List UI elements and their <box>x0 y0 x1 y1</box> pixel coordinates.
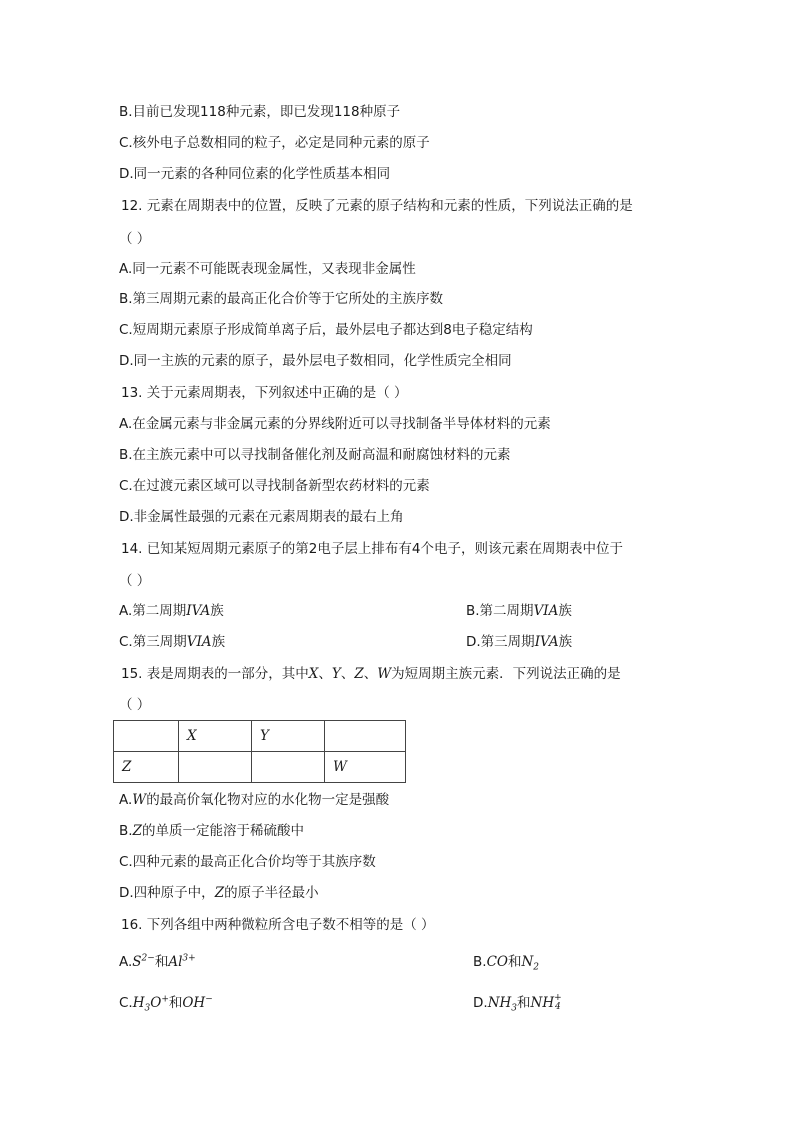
q16-option-c <box>119 994 213 1012</box>
q14-option-b <box>466 602 572 620</box>
q16-d-s1: NH <box>487 995 512 1011</box>
q15-a-post: 的最高价氧化物对应的水化物一定是强酸 <box>146 792 390 808</box>
q14-d-sym: IVA <box>534 634 559 650</box>
q16-c-s1b: O <box>150 995 162 1011</box>
q13-stem: 13. 关于元素周期表，下列叙述中正确的是（ ） <box>121 385 408 401</box>
q16-d-sup2: + <box>554 993 562 1003</box>
table-cell: X <box>179 721 252 752</box>
q16-b-s1: CO <box>486 954 508 970</box>
q14-option-a <box>119 602 224 620</box>
q15-option-d <box>119 884 319 902</box>
q16-c-mid: 和 <box>168 995 183 1011</box>
table-cell: Y <box>252 721 325 752</box>
table-cell <box>325 721 406 752</box>
q15-d-sym: Z <box>214 885 225 901</box>
q16-a-sup1: 2− <box>141 953 155 964</box>
q15-sep3: 、 <box>363 666 378 682</box>
q14-option-d <box>466 633 572 651</box>
q15-paren: （ ） <box>119 697 151 713</box>
q15-x: X <box>308 666 319 682</box>
q15-d-post: 的原子半径最小 <box>224 885 319 901</box>
q14-paren: （ ） <box>119 573 151 589</box>
q16-b-s2: N <box>521 954 534 970</box>
table-row <box>114 721 406 752</box>
q15-sep2: 、 <box>340 666 355 682</box>
q16-a-mid: 和 <box>154 954 169 970</box>
q13-option-d: D.非金属性最强的元素在元素周期表的最右上角 <box>119 509 404 525</box>
q13-option-a: A.在金属元素与非金属元素的分界线附近可以寻找制备半导体材料的元素 <box>119 416 551 432</box>
q13-option-b: B.在主族元素中可以寻找制备催化剂及耐高温和耐腐蚀材料的元素 <box>119 447 511 463</box>
q14-b-sym: VIA <box>533 603 559 619</box>
q15-b-post: 的单质一定能溶于稀硫酸中 <box>141 823 304 839</box>
q15-z: Z <box>354 666 364 682</box>
q16-b-pre: B. <box>473 954 487 970</box>
q16-a-pre: A. <box>119 954 133 970</box>
q15-option-a <box>119 791 389 809</box>
q15-y: Y <box>331 666 341 682</box>
q16-c-sup2: − <box>205 994 213 1005</box>
q12-paren: （ ） <box>119 231 151 247</box>
q16-a-s2: Al <box>168 954 183 970</box>
q14-a-sym: IVA <box>186 603 211 619</box>
q13-option-c: C.在过渡元素区域可以寻找制备新型农药材料的元素 <box>119 478 430 494</box>
q16-c-s2: OH <box>182 995 206 1011</box>
q16-option-d <box>473 994 562 1012</box>
q12-option-a: A.同一元素不可能既表现金属性，又表现非金属性 <box>119 261 416 277</box>
q11-option-d: D.同一元素的各种同位素的化学性质基本相同 <box>119 166 391 182</box>
q14-c-pre: C.第三周期 <box>119 634 187 650</box>
q14-stem: 14. 已知某短周期元素原子的第2电子层上排布有4个电子，则该元素在周期表中位于 <box>121 541 623 557</box>
q15-stem <box>121 665 621 683</box>
q16-a-s1: S <box>132 954 142 970</box>
q12-stem: 12. 元素在周期表中的位置，反映了元素的原子结构和元素的性质，下列说法正确的是 <box>121 198 633 214</box>
q16-d-sub1: 3 <box>511 1003 518 1014</box>
q16-d-pre: D. <box>473 995 488 1011</box>
q16-option-a <box>119 953 196 971</box>
q15-stem-post: 为短周期主族元素．下列说法正确的是 <box>391 666 621 682</box>
q15-stem-pre: 15. 表是周期表的一部分，其中 <box>121 666 309 682</box>
q16-d-sub2: 4 <box>555 1002 561 1012</box>
table-cell: Z <box>114 752 179 783</box>
q14-d-pre: D.第三周期 <box>466 634 535 650</box>
q14-b-post: 族 <box>558 603 572 619</box>
q15-option-c: C.四种元素的最高正化合价均等于其族序数 <box>119 854 376 870</box>
q12-option-b: B.第三周期元素的最高正化合价等于它所处的主族序数 <box>119 291 444 307</box>
table-row <box>114 752 406 783</box>
periodic-table-fragment <box>113 720 406 783</box>
q14-option-c <box>119 633 225 651</box>
q12-option-c: C.短周期元素原子形成简单离子后，最外层电子都达到8电子稳定结构 <box>119 322 533 338</box>
q15-d-pre: D.四种原子中， <box>119 885 215 901</box>
q16-d-mid: 和 <box>517 995 531 1011</box>
q15-option-b <box>119 822 304 840</box>
q15-sep1: 、 <box>318 666 332 682</box>
q11-option-b: B.目前已发现118种元素，即已发现118种原子 <box>119 104 401 120</box>
q14-d-post: 族 <box>558 634 573 650</box>
q16-stem: 16. 下列各组中两种微粒所含电子数不相等的是（ ） <box>121 917 435 933</box>
q11-option-c: C.核外电子总数相同的粒子，必定是同种元素的原子 <box>119 135 430 151</box>
q16-c-pre: C. <box>119 995 133 1011</box>
q16-c-s1a: H <box>132 995 145 1011</box>
q15-a-pre: A. <box>119 792 133 808</box>
q16-b-mid: 和 <box>507 954 522 970</box>
q15-b-sym: Z <box>132 823 142 839</box>
q14-a-post: 族 <box>210 603 224 619</box>
q16-b-sub2: 2 <box>533 962 540 973</box>
q14-b-pre: B.第二周期 <box>466 603 534 619</box>
q16-c-sup1: + <box>161 994 169 1005</box>
q16-d-s2: NH <box>530 995 555 1011</box>
table-cell <box>252 752 325 783</box>
q12-option-d: D.同一主族的元素的原子，最外层电子数相同，化学性质完全相同 <box>119 353 512 369</box>
q14-a-pre: A.第二周期 <box>119 603 187 619</box>
q16-c-sub1: 3 <box>144 1003 151 1014</box>
table-cell <box>114 721 179 752</box>
q15-a-sym: W <box>132 792 147 808</box>
q14-c-sym: VIA <box>186 634 212 650</box>
table-cell: W <box>325 752 406 783</box>
q16-a-sup2: 3+ <box>182 953 196 964</box>
q16-option-b <box>473 953 539 971</box>
q15-b-pre: B. <box>119 823 133 839</box>
q14-c-post: 族 <box>211 634 226 650</box>
q15-w: W <box>377 666 392 682</box>
table-cell <box>179 752 252 783</box>
